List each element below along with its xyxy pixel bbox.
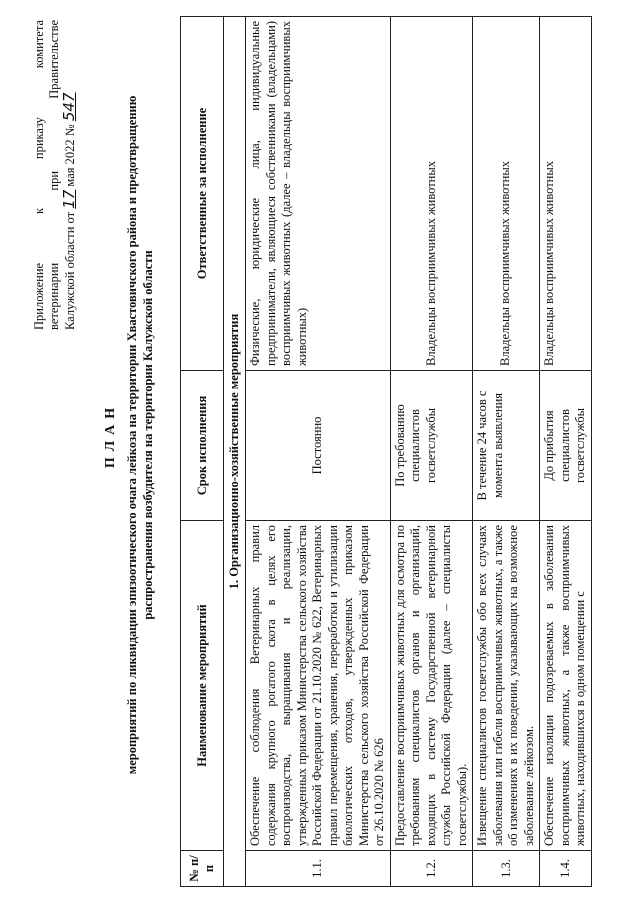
plan-table: [180, 16, 592, 887]
col-header-name: Наименование мероприятий: [181, 521, 224, 851]
handwritten-day: 17: [60, 189, 78, 209]
row-responsible: Владельцы восприимчивых животных: [390, 17, 473, 371]
document-subtitle: мероприятий по ликвидации эпизоотического очага лейкоза на территории Хвастовичского района и предотвращению распространения возбудителя на территории Калужской области: [125, 95, 155, 775]
row-number: 1.3.: [473, 851, 540, 887]
row-responsible: Владельцы восприимчивых животных: [540, 17, 592, 371]
row-name: Обеспечение изоляции подозреваемых в заболевании восприимчивых животных, а также восприимчивых животных, находившихся в одном помещении с: [540, 521, 592, 851]
row-responsible: Физические, юридические лица, индивидуальные предприниматели, являющиеся собственниками (владельцами) восприимчивых животных (далее – владельцы восприимчивых животных): [246, 17, 391, 371]
row-name: Обеспечение соблюдения Ветеринарных правил содержания крупного рогатого скота в целях его воспроизводства, выращивания и реализации, утвержденных приказом Министерства сельского хозяйства Российской Федерации от 21.10.2020 № 622, Ветеринарных правил перемещения, хранения, переработки и утилизации биологических отходов, утвержденных приказом Министерства сельского хозяйства Российской Федерации от 26.10.2020 № 626: [246, 521, 391, 851]
col-header-responsible: Ответственные за исполнение: [181, 17, 224, 371]
row-term: В течение 24 часов с момента выявления: [473, 371, 540, 521]
section-title: 1. Организационно-хозяйственные мероприятия: [224, 17, 246, 887]
section-row: [224, 17, 246, 887]
table-row: [246, 17, 391, 887]
row-name: Предоставление восприимчивых животных для осмотра по требованиям специалистов органов и организаций, входящих в систему Государственной ветеринарной службы Российской Федерации (далее – специалисты госветслужбы).: [390, 521, 473, 851]
appendix-line-1: Приложение к приказу комитета: [32, 20, 46, 330]
col-header-number: № п/п: [181, 851, 224, 887]
document-title: ПЛАН: [103, 401, 118, 469]
row-number: 1.2.: [390, 851, 473, 887]
col-header-term: Срок исполнения: [181, 371, 224, 521]
row-term: Постоянно: [246, 371, 391, 521]
row-number: 1.4.: [540, 851, 592, 887]
table-row: [540, 17, 592, 887]
table-header-row: [181, 17, 224, 887]
appendix-line-3: Калужской области от 17 мая 2022 № 547: [60, 92, 78, 330]
table-row: [473, 17, 540, 887]
appendix-line-2: ветеринарии при Правительстве: [47, 20, 61, 330]
appendix-header: [32, 20, 78, 330]
row-name: Извещение специалистов госветслужбы обо всех случаях заболевания или гибели восприимчивых животных, а также об изменениях в их поведении, указывающих на возможное заболевание лейкозом.: [473, 521, 540, 851]
handwritten-number: 547: [60, 92, 78, 122]
row-term: До прибытия специалистов госветслужбы: [540, 371, 592, 521]
row-responsible: Владельцы восприимчивых животных: [473, 17, 540, 371]
row-term: По требованию специалистов госветслужбы: [390, 371, 473, 521]
row-number: 1.1.: [246, 851, 391, 887]
table-row: [390, 17, 473, 887]
